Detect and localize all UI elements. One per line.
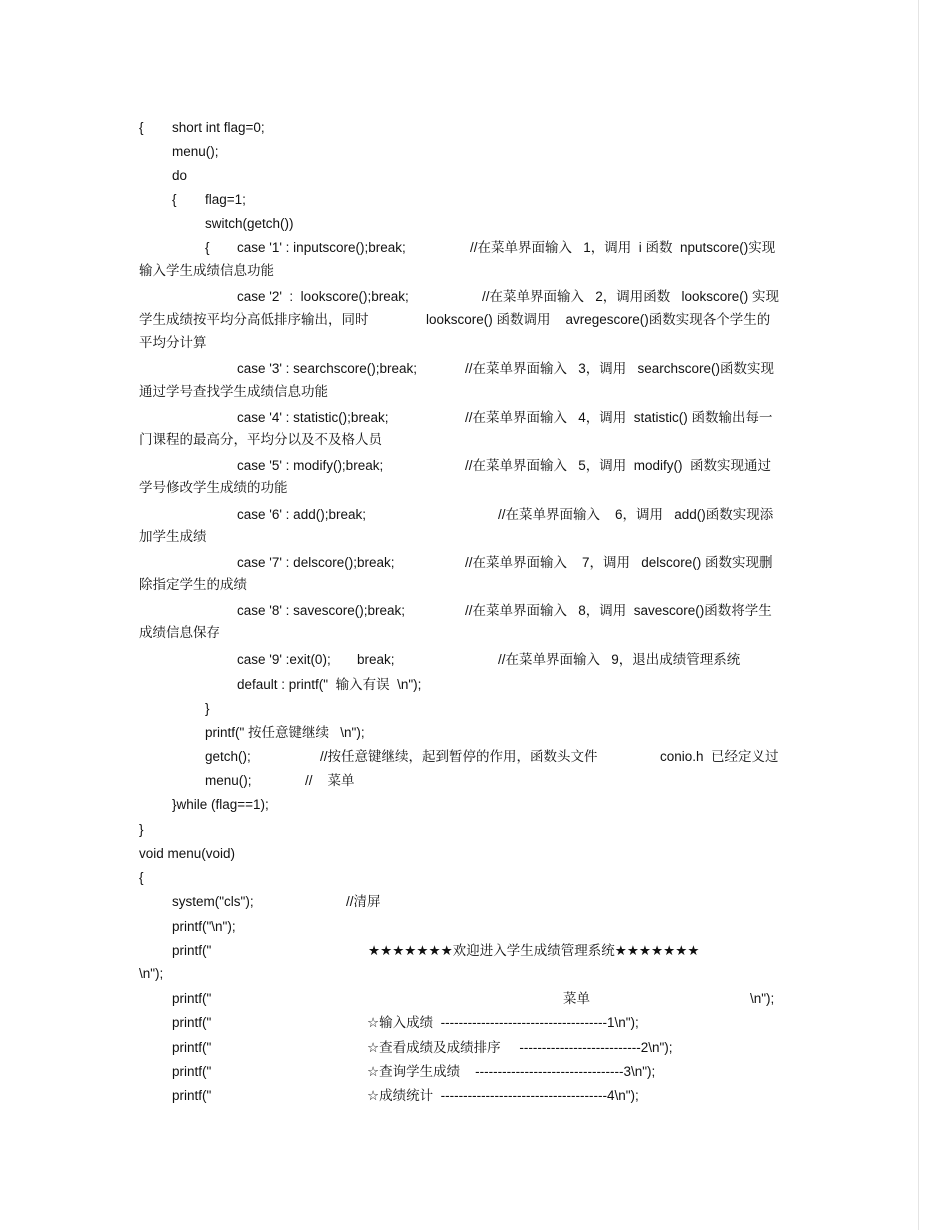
menu-item: ☆成绩统计 -------------------------------------4\n"); <box>367 1088 639 1103</box>
code-comment: //在菜单界面输入 4，调用 statistic() 函数输出每一 <box>465 410 773 425</box>
code-line: switch(getch()) <box>205 216 294 231</box>
code-line: getch(); <box>205 749 251 764</box>
comment-continuation: 输入学生成绩信息功能 <box>139 263 274 278</box>
code-line: } <box>139 822 144 837</box>
comment-continuation: lookscore() 函数调用 avregescore()函数实现各个学生的 <box>426 312 771 327</box>
code-comment: //在菜单界面输入 8，调用 savescore()函数将学生 <box>465 603 772 618</box>
code-line: case '2' : lookscore();break; <box>237 289 409 304</box>
code-line: menu(); <box>205 773 252 788</box>
code-line: printf(" <box>172 1088 212 1103</box>
menu-item: ☆查看成绩及成绩排序 ---------------------------2\n"); <box>367 1040 673 1055</box>
comment-continuation: 门课程的最高分，平均分以及不及格人员 <box>139 432 382 447</box>
code-line: flag=1; <box>205 192 246 207</box>
code-line: \n"); <box>139 966 164 981</box>
comment-continuation: 学生成绩按平均分高低排序输出，同时 <box>139 312 369 327</box>
code-line: case '1' : inputscore();break; <box>237 240 406 255</box>
menu-title: 菜单 <box>563 991 590 1006</box>
code-comment: //在菜单界面输入 1，调用 i 函数 nputscore()实现 <box>470 240 776 255</box>
code-line: case '5' : modify();break; <box>237 458 384 473</box>
code-comment: //在菜单界面输入 2，调用函数 lookscore() 实现 <box>482 289 780 304</box>
code-comment: //在菜单界面输入 7，调用 delscore() 函数实现删 <box>465 555 773 570</box>
code-line: case '3' : searchscore();break; <box>237 361 417 376</box>
code-line: } <box>205 701 210 716</box>
code-comment: conio.h 已经定义过 <box>660 749 779 764</box>
comment-continuation: 平均分计算 <box>139 335 207 350</box>
code-line: printf(" <box>172 1015 212 1030</box>
page-edge-divider <box>918 0 919 1230</box>
menu-banner: ★★★★★★★欢迎进入学生成绩管理系统★★★★★★★ <box>368 943 700 958</box>
code-line: void menu(void) <box>139 846 236 861</box>
code-line: printf(" <box>172 943 212 958</box>
code-line: printf(" 按任意键继续 \n"); <box>205 725 365 740</box>
code-line: printf(" <box>172 1064 212 1079</box>
code-comment: //在菜单界面输入 5，调用 modify() 函数实现通过 <box>465 458 772 473</box>
code-line: short int flag=0; <box>172 120 265 135</box>
code-comment: //按任意键继续，起到暂停的作用，函数头文件 <box>320 749 598 764</box>
code-line: case '8' : savescore();break; <box>237 603 405 618</box>
code-line: menu(); <box>172 144 219 159</box>
code-line: case '9' :exit(0); break; <box>237 652 395 667</box>
code-line: default : printf(" 输入有误 \n"); <box>237 677 422 692</box>
menu-item: ☆输入成绩 -------------------------------------1\n"); <box>367 1015 639 1030</box>
code-line: printf(" <box>172 1040 212 1055</box>
code-line: case '4' : statistic();break; <box>237 410 389 425</box>
comment-continuation: 除指定学生的成绩 <box>139 577 247 592</box>
code-comment: // 菜单 <box>305 773 355 788</box>
menu-item: ☆查询学生成绩 ---------------------------------3\n"); <box>367 1064 656 1079</box>
code-line: \n"); <box>750 991 775 1006</box>
comment-continuation: 通过学号查找学生成绩信息功能 <box>139 384 328 399</box>
code-line: case '6' : add();break; <box>237 507 366 522</box>
comment-continuation: 加学生成绩 <box>139 529 207 544</box>
code-line: system("cls"); <box>172 894 254 909</box>
code-comment: //在菜单界面输入 6，调用 add()函数实现添 <box>498 507 774 522</box>
code-line: { <box>205 240 210 255</box>
code-line: { <box>139 870 144 885</box>
code-line: printf(" <box>172 991 212 1006</box>
code-line: case '7' : delscore();break; <box>237 555 395 570</box>
comment-continuation: 成绩信息保存 <box>139 625 220 640</box>
code-comment: //清屏 <box>346 894 381 909</box>
code-line: }while (flag==1); <box>172 797 269 812</box>
comment-continuation: 学号修改学生成绩的功能 <box>139 480 288 495</box>
code-line: { <box>139 120 144 135</box>
code-line: printf("\n"); <box>172 919 236 934</box>
code-comment: //在菜单界面输入 9，退出成绩管理系统 <box>498 652 741 667</box>
code-line: do <box>172 168 188 183</box>
code-comment: //在菜单界面输入 3，调用 searchscore()函数实现 <box>465 361 775 376</box>
code-line: { <box>172 192 177 207</box>
